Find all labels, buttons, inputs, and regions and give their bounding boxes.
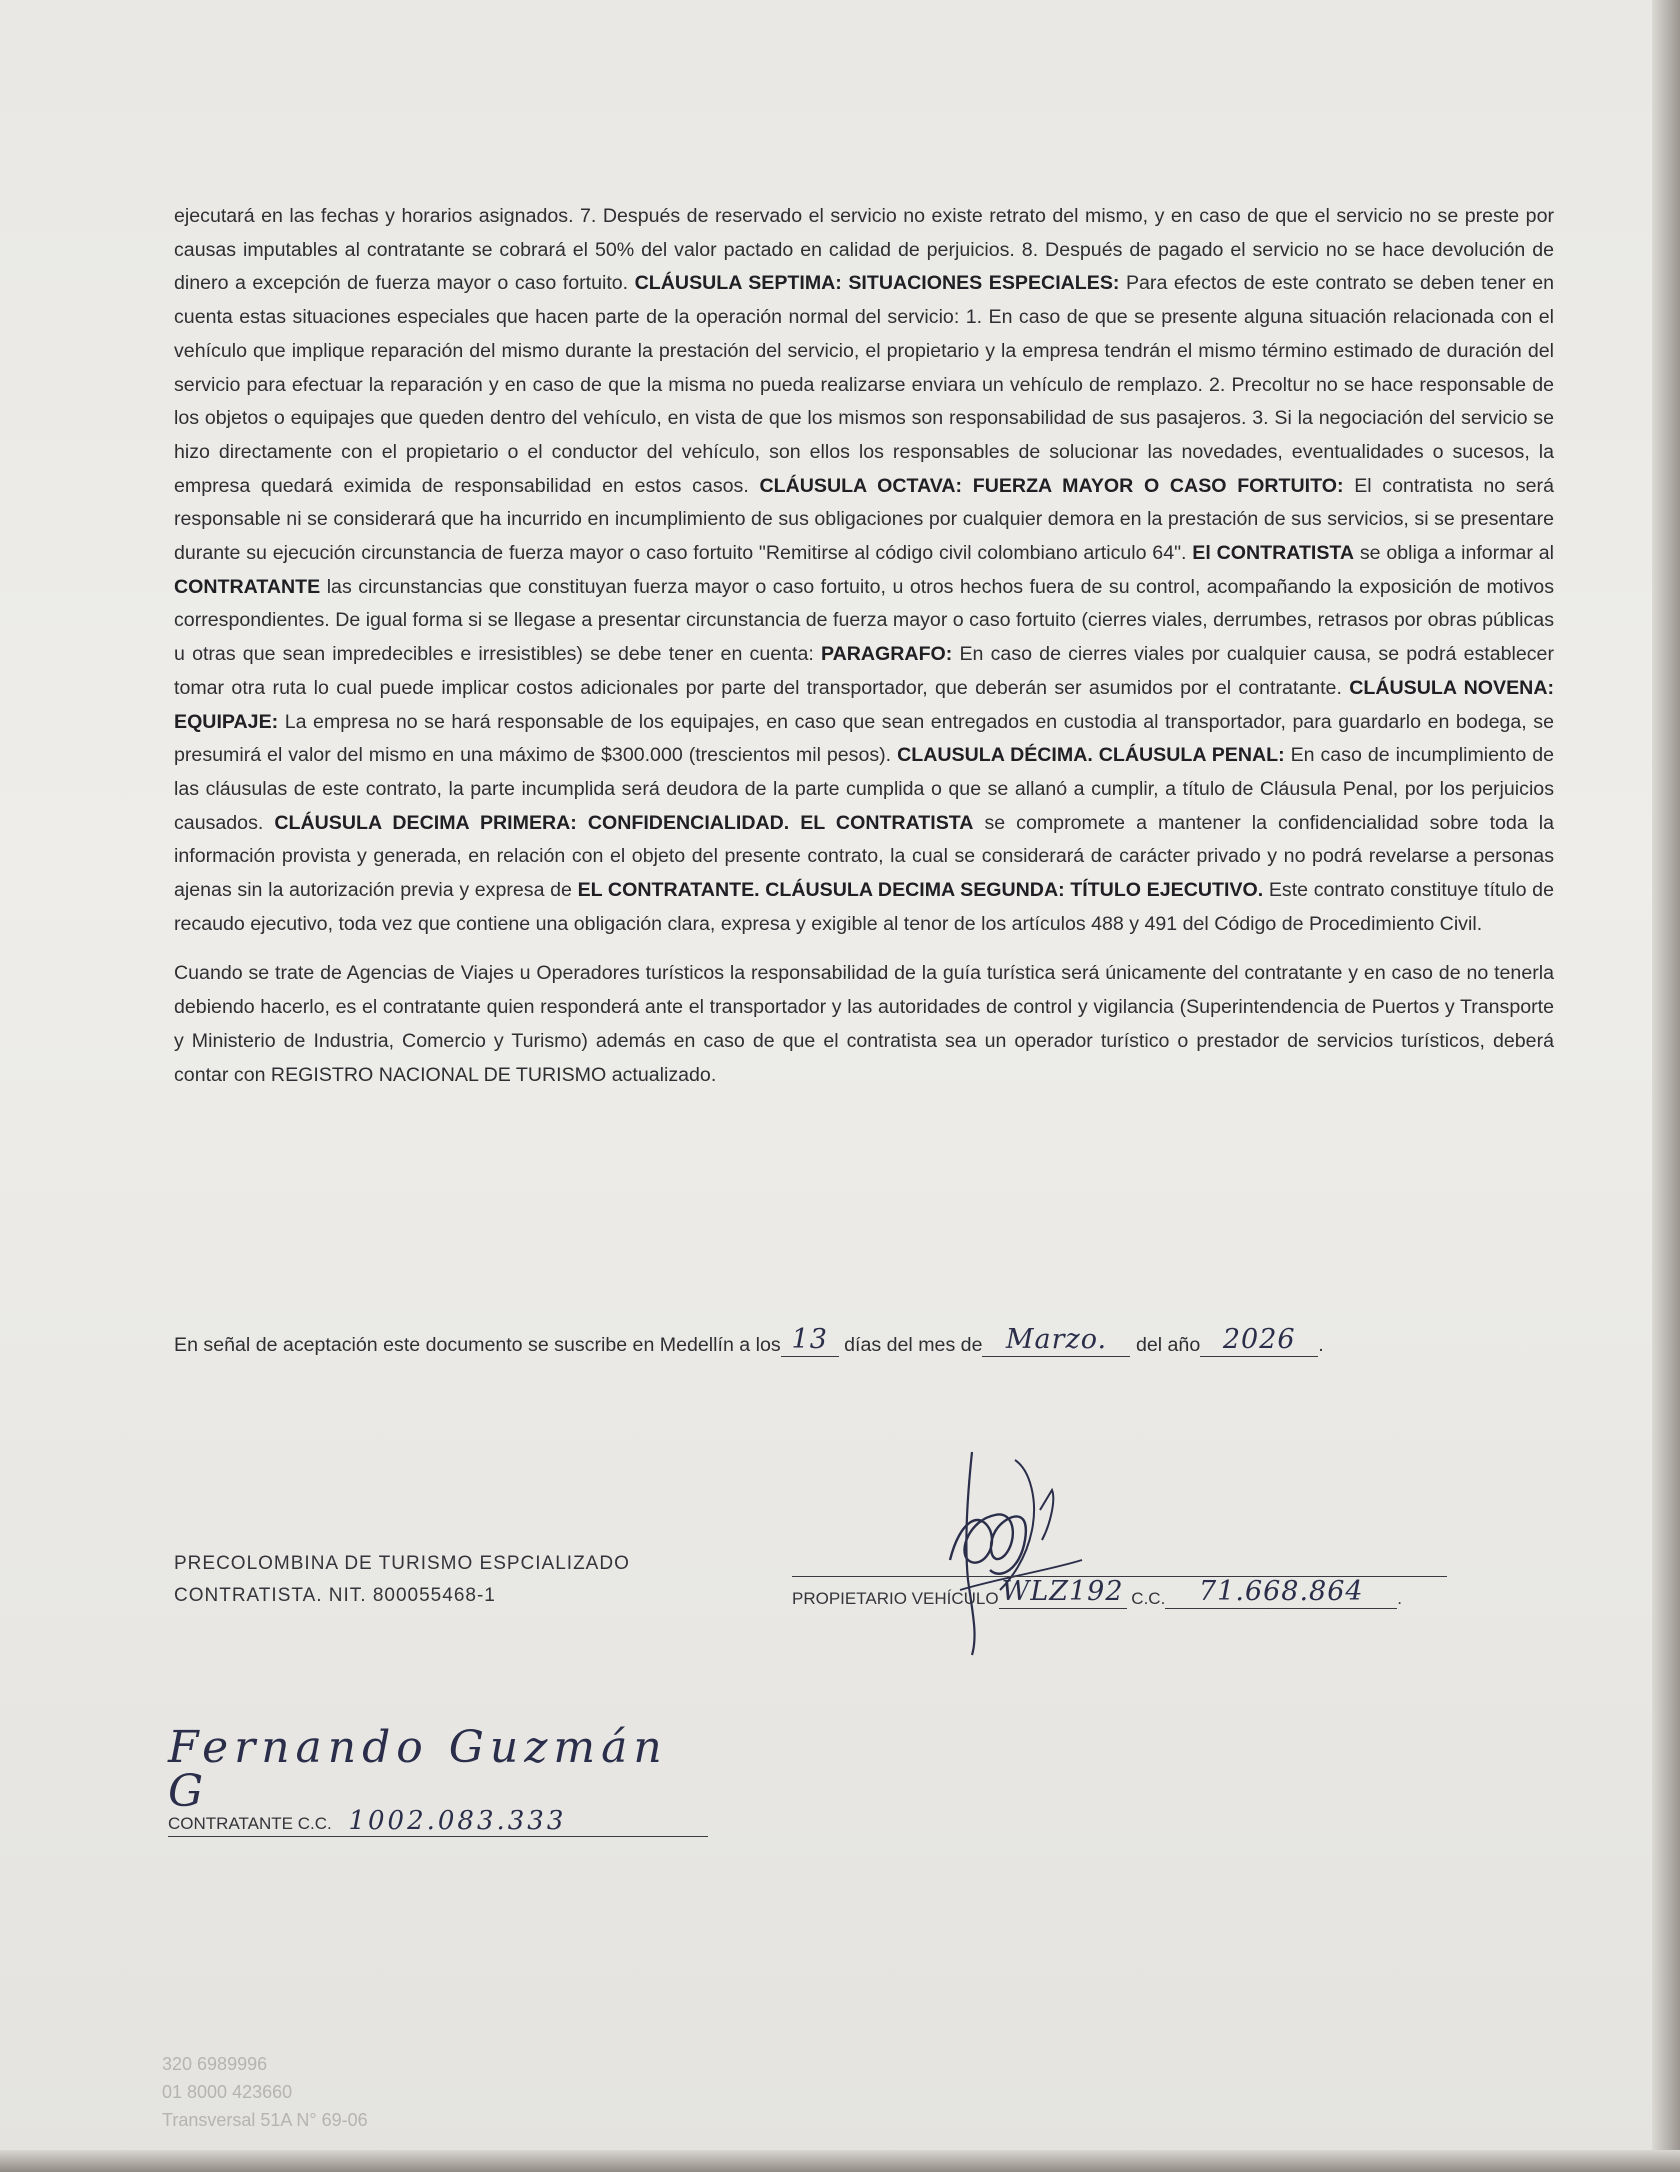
footer-address: Transversal 51A N° 69-06 [162,2110,368,2130]
acceptance-mid1: días del mes de [844,1334,983,1356]
acceptance-mid2: del año [1135,1334,1201,1356]
month-blank [982,1324,1130,1357]
footer-phone2: 01 8000 423660 [162,2082,293,2102]
year-value: 2026 [1222,1324,1296,1355]
acceptance-suffix: . [1318,1334,1324,1356]
month-value: Marzo. [1005,1324,1108,1355]
clause-heading-decima-segunda: EL CONTRATANTE. CLÁUSULA DECIMA SEGUNDA: TÍTULO EJECUTIVO. [577,879,1264,902]
day-value: 13 [791,1324,828,1355]
clause-text: Este contrato constituye título de recaudo ejecutivo, toda vez que contiene una obligación clara, expresa y exigible al tenor de los artículos 488 y 491 del Código de Procedimiento Civil. [174,879,1554,935]
party-contratista: El CONTRATISTA [1192,542,1355,565]
clause-heading-octava: CLÁUSULA OCTAVA: FUERZA MAYOR O CASO FORTUITO: [759,474,1344,497]
clause-text: se obliga a informar al [1359,542,1554,565]
clause-text: El contratista no será responsable ni se considerará que ha incurrido en incumplimiento de sus obligaciones por cualquier demora en la prestación de sus servicios, si se presentare durante su ejecución circunstancia de fuerza mayor o caso fortuito "Remitirse al código civil colombiano articulo 64". [174,474,1554,565]
clauses-paragraph [174,200,1554,941]
clause-heading-septima: CLÁUSULA SEPTIMA: SITUACIONES ESPECIALES: [634,272,1120,295]
company-nit: CONTRATISTA. NIT. 800055468-1 [174,1585,496,1606]
party-contratante: CONTRATANTE [174,575,321,598]
plate-value: WLZ192 [1001,1576,1124,1607]
year-blank [1200,1324,1318,1357]
company-name: PRECOLOMBINA DE TURISMO ESPCIALIZADO [174,1553,630,1574]
footer-contact [162,2050,368,2134]
owner-cc-blank [1165,1576,1397,1609]
contratante-label: CONTRATANTE C.C. [168,1814,332,1833]
clause-text: las circunstancias que constituyan fuerza mayor o caso fortuito, u otros hechos fuera de su control, acompañando la exposición de motivos correspondientes. De igual forma si se llegase a presentar circunstancia de fuerza mayor o caso fortuito (cierres viales, derrumbes, retrasos por obras públicas u otras que sean impredecibles e irresistibles) se debe tener en cuenta: [174,575,1554,666]
clause-text: Para efectos de este contrato se deben tener en cuenta estas situaciones especiales que hacen parte de la operación normal del servicio: 1. En caso de que se presente alguna situación relacionada con el vehículo que implique reparación del mismo durante la prestación del servicio, el propietario y la empresa tendrán el mismo término estimado de duración del servicio para efectuar la reparación y en caso de que la misma no pueda realizarse enviara un vehículo de remplazo. 2. Precoltur no se hace responsable de los objetos o equipajes que queden dentro del vehículo, en vista de que los mismos son responsabilidad de sus pasajeros. 3. Si la negociación del servicio se hizo directamente con el propietario o el conductor del vehículo, son ellos los responsables de solucionar las novedades, eventualidades o sucesos, la empresa quedará eximida de responsabilidad en estos casos. [174,272,1554,497]
company-block [174,1548,630,1612]
acceptance-prefix: En señal de aceptación este documento se suscribe en Medellín a los [174,1334,781,1356]
clause-heading-decima-primera: CLÁUSULA DECIMA PRIMERA: CONFIDENCIALIDAD. EL CONTRATISTA [274,811,974,834]
footer-phone1: 320 6989996 [162,2054,268,2074]
paragrafo-heading: PARAGRAFO: [820,643,953,666]
day-blank [781,1324,839,1357]
clause-text: En caso de cierres viales por cualquier causa, se podrá establecer tomar otra ruta lo cual puede implicar costos adicionales por parte del transportador, que deberán ser asumidos por el contratante. [174,643,1554,699]
acceptance-line [174,1324,1474,1357]
clause-text: se compromete a mantener la confidencialidad sobre toda la información provista y generada, en relación con el objeto del presente contrato, la cual se considerará de carácter privado y no podrá revelarse a personas ajenas sin la autorización previa y expresa de [174,811,1554,902]
contratante-cc-value: 1002.083.333 [348,1806,567,1836]
agencies-paragraph: Cuando se trate de Agencias de Viajes u Operadores turísticos la responsabilidad de la guía turística será únicamente del contratante y en caso de no tenerla debiendo hacerlo, es el contratante quien responderá ante el transportador y las autoridades de control y vigilancia (Superintendencia de Puertos y Transporte y Ministerio de Industria, Comercio y Turismo) además en caso de que el contratista sea un operador turístico o prestador de servicios turísticos, deberá contar con REGISTRO NACIONAL DE TURISMO actualizado. [174,962,1554,1086]
contratante-cc-row [168,1806,708,1837]
clause-text: La empresa no se hará responsable de los equipajes, en caso que sean entregados en custodia al transportador, para guardarlo en bodega, se presumirá el valor del mismo en una máximo de $300.000 (trescientos mil pesos). [174,710,1554,767]
plate-blank [999,1576,1127,1609]
contratante-block [168,1722,708,1837]
clause-heading-novena: CLÁUSULA NOVENA: EQUIPAJE: [174,676,1554,733]
owner-cc-label: C.C. [1131,1589,1166,1608]
owner-suffix: . [1397,1589,1403,1608]
clause-text: En caso de incumplimiento de las cláusulas de este contrato, la parte incumplida será deudora de la parte cumplida o que se allanó a cumplir, a título de Cláusula Penal, por los perjuicios causados. [174,744,1554,834]
contract-body [174,200,1554,1092]
clause-text: ejecutará en las fechas y horarios asignados. 7. Después de reservado el servicio no existe retrato del mismo, y en caso de que el servicio no se preste por causas imputables al contratante se cobrará el 50% del valor pactado en calidad de perjuicios. 8. Después de pagado el servicio no se hace devolución de dinero a excepción de fuerza mayor o caso fortuito. [174,205,1554,295]
owner-block [792,1576,1403,1609]
page-bottom-shadow [0,2150,1680,2172]
owner-label: PROPIETARIO VEHÍCULO [792,1589,999,1608]
page-edge-shadow [1652,0,1680,2172]
contratante-signature: Fernando Guzmán G [168,1722,668,1817]
clause-heading-decima: CLAUSULA DÉCIMA. CLÁUSULA PENAL: [897,744,1285,767]
owner-signature-icon [920,1430,1100,1660]
owner-cc-value: 71.668.864 [1199,1576,1364,1607]
